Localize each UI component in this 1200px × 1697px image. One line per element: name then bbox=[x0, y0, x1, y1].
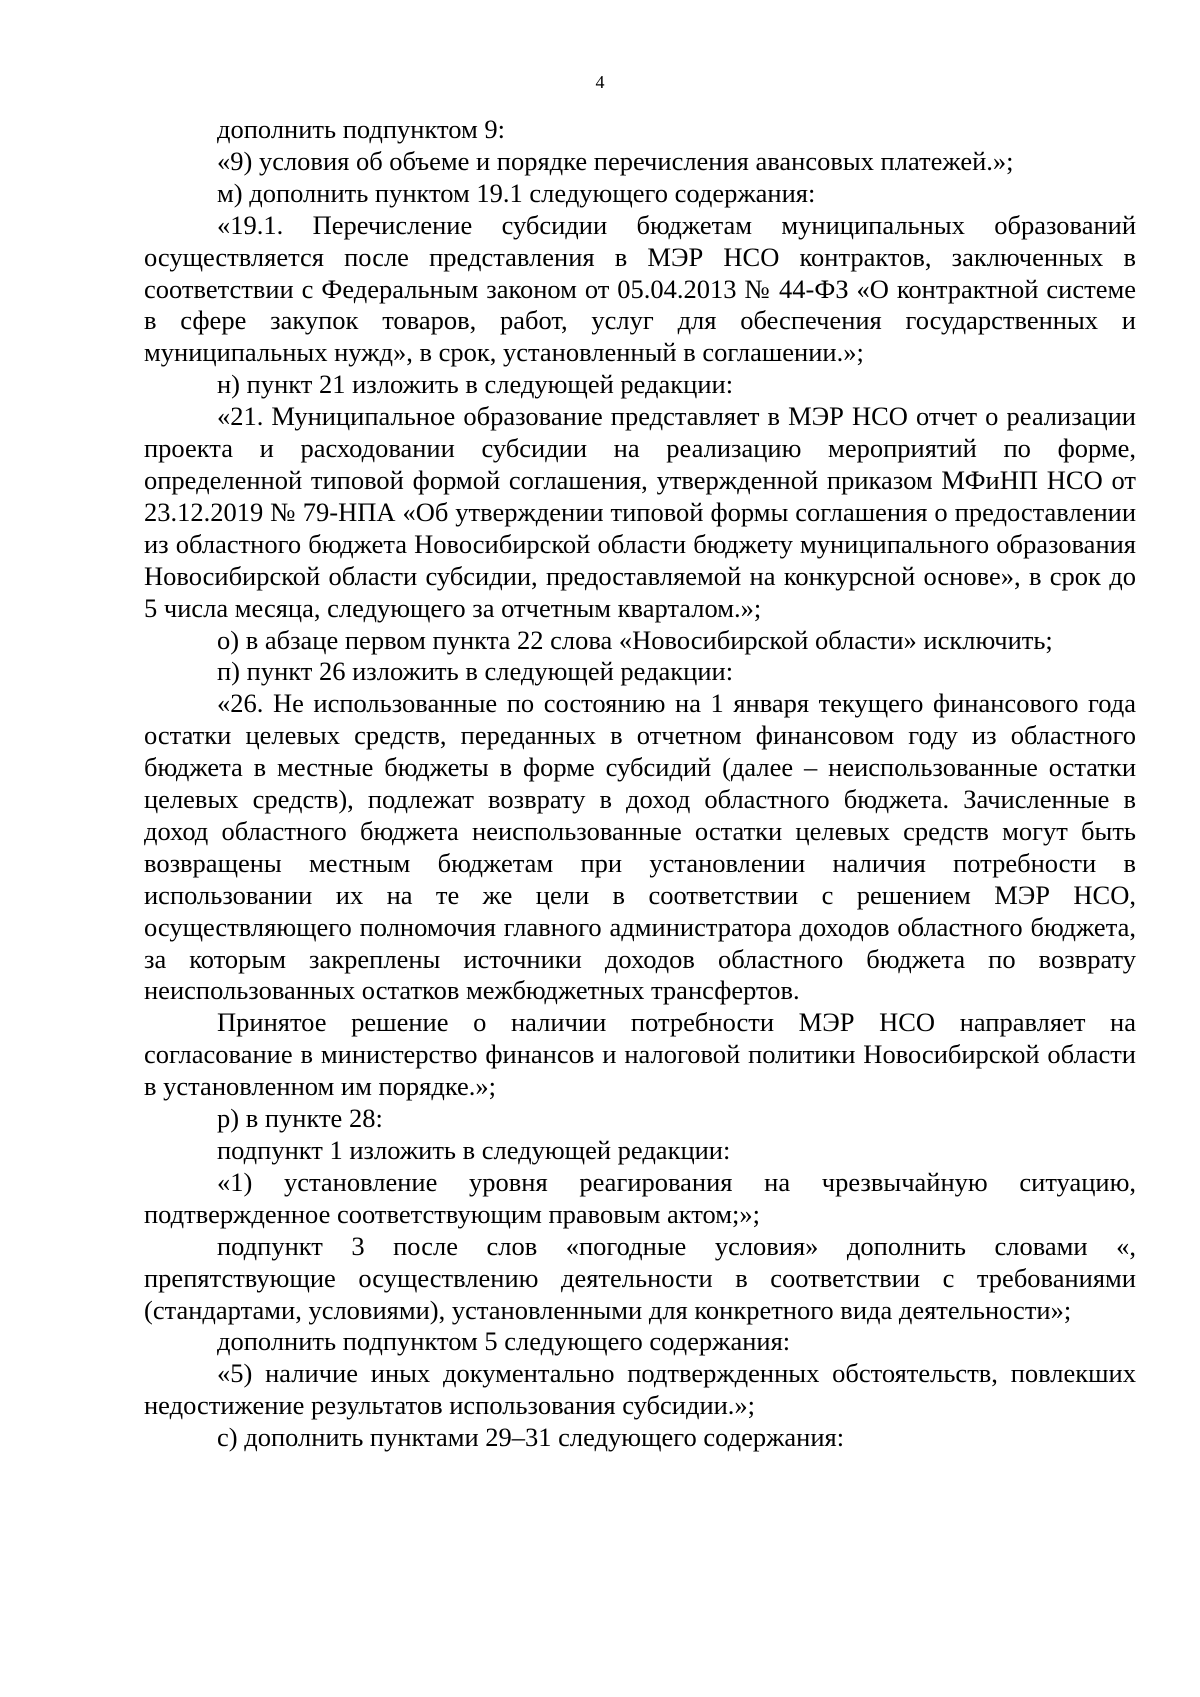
paragraph: «21. Муниципальное образование представляет в МЭР НСО отчет о реализации проекта и расходовании субсидии на реализацию мероприятий по форме, определенной типовой формой соглашения, утвержденной приказом МФиНП НСО от 23.12.2019 № 79-НПА «Об утверждении типовой формы соглашения о предоставлении из областного бюджета Новосибирской области бюджету муниципального образования Новосибирской области субсидии, предоставляемой на конкурсной основе», в срок до 5 числа месяца, следующего за отчетным кварталом.»; bbox=[144, 401, 1136, 623]
paragraph: дополнить подпунктом 9: bbox=[217, 114, 505, 144]
paragraph: подпункт 1 изложить в следующей редакции: bbox=[217, 1135, 731, 1165]
paragraph: п) пункт 26 изложить в следующей редакции: bbox=[217, 656, 734, 687]
paragraph: о) в абзаце первом пункта 22 слова «Новосибирской области» исключить; bbox=[217, 624, 1053, 655]
paragraph: дополнить подпунктом 5 следующего содержания: bbox=[217, 1326, 791, 1357]
paragraph: «19.1. Перечисление субсидии бюджетам муниципальных образований осуществляется после представления в МЭР НСО контрактов, заключенных в соответствии с Федеральным законом от 05.04.2013 № 44-ФЗ «О контрактной системе в сфере закупок товаров, работ, услуг для обеспечения государственных и муниципальных нужд», в срок, установленный в соглашении.»; bbox=[144, 209, 1136, 368]
page-number: 4 bbox=[595, 72, 605, 92]
paragraph: Принятое решение о наличии потребности МЭР НСО направляет на согласование в министерство финансов и налоговой политики Новосибирской области в установленном им порядке.»; bbox=[144, 1007, 1136, 1102]
paragraph: «9) условия об объеме и порядке перечисления авансовых платежей.»; bbox=[217, 145, 1014, 176]
paragraph: подпункт 3 после слов «погодные условия» дополнить словами «, препятствующие осуществлению деятельности в соответствии с требованиями (стандартами, условиями), установленными для конкретного вида деятельности»; bbox=[144, 1230, 1136, 1325]
paragraph: н) пункт 21 изложить в следующей редакции: bbox=[217, 369, 734, 400]
paragraph: «1) установление уровня реагирования на чрезвычайную ситуацию, подтвержденное соответствующим правовым актом;»; bbox=[144, 1166, 1136, 1229]
document-body bbox=[144, 114, 1136, 1454]
paragraph: м) дополнить пунктом 19.1 следующего содержания: bbox=[217, 177, 816, 208]
paragraph: «26. Не использованные по состоянию на 1 января текущего финансового года остатки целевых средств, переданных в отчетном финансовом году из областного бюджета в местные бюджеты в форме субсидий (далее – неиспользованные остатки целевых средств), подлежат возврату в доход областного бюджета. Зачисленные в доход областного бюджета неиспользованные остатки целевых средств могут быть возвращены местным бюджетам при установлении наличия потребности в использовании их на те же цели в соответствии с решением МЭР НСО, осуществляющего полномочия главного администратора доходов областного бюджета, за которым закреплены источники доходов областного бюджета по возврату неиспользованных остатков межбюджетных трансфертов. bbox=[144, 688, 1136, 1006]
paragraph: с) дополнить пунктами 29–31 следующего содержания: bbox=[217, 1422, 845, 1453]
paragraph: «5) наличие иных документально подтвержденных обстоятельств, повлекших недостижение результатов использования субсидии.»; bbox=[144, 1358, 1136, 1421]
paragraph: р) в пункте 28: bbox=[217, 1103, 383, 1134]
